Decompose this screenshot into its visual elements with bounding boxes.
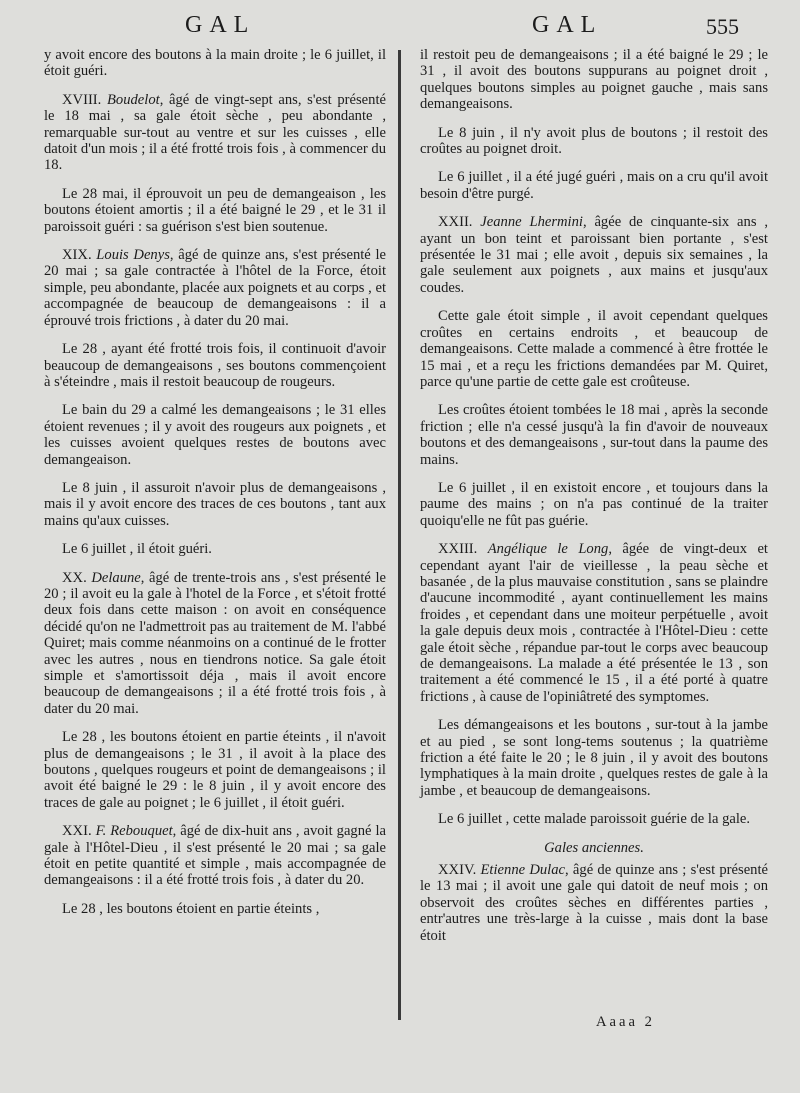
- paragraph-text: , âgée de cinquante-six ans , ayant un bon teint et paroissant bien portante , s'est présentée le 31 mai ; elle avoit , depuis six semaines , la gale seulement aux poignets , aux mains et jusqu'aux coudes.: [420, 214, 768, 296]
- paragraph-text: Le 28 , les boutons étoient en partie éteints , il n'avoit plus de demangeaisons ; le 31 , il avoit à la place des boutons , quelques rougeurs et point de demangeaisons ; il avoit été baigné le 29 : le 8 juin , il y avoit encore des traces de gale au poignet ; le 6 juillet , il étoit guéri.: [44, 729, 386, 811]
- left-column: [44, 47, 386, 929]
- patient-name: Etienne Dulac: [480, 862, 566, 879]
- case-number: XX.: [62, 569, 87, 586]
- page-header: [0, 10, 800, 44]
- paragraph: [420, 480, 768, 529]
- paragraph: [44, 186, 386, 235]
- paragraph: [44, 823, 386, 889]
- paragraph-text: Le 6 juillet , il en existoit encore , et toujours dans la paume des mains ; on n'a pas continué de la traiter quoiqu'elle ne fût pas guérie.: [420, 479, 768, 529]
- case-number: XIX.: [62, 247, 92, 264]
- paragraph: [420, 169, 768, 202]
- paragraph-text: Le 6 juillet , il a été jugé guéri , mais on a cru qu'il avoit besoin d'être purgé.: [420, 169, 768, 202]
- paragraph: [44, 247, 386, 329]
- column-divider: [398, 50, 401, 1020]
- section-heading: [420, 840, 768, 856]
- patient-name: F. Rebouquet: [95, 823, 173, 840]
- paragraph: [44, 729, 386, 811]
- running-title-right: GAL: [532, 12, 603, 38]
- paragraph-text: y avoit encore des boutons à la main droite ; le 6 juillet, il étoit guéri.: [44, 47, 386, 80]
- paragraph-text: , âgé de dix-huit ans , avoit gagné la gale à l'Hôtel-Dieu , il s'est présenté le 20 mai ; sa gale étoit en petite quantité et simple , mais accompagnée de demangeaisons : il a été frotté trois fois , à dater du 20.: [44, 823, 387, 889]
- paragraph-text: , âgé de quinze ans, s'est présenté le 20 mai ; sa gale contractée à l'hôtel de la Force, étoit simple, peu abondante, placée aux poignets et au corps , et accompagnée de beaucoup de demangeaisons : il a éprouvé trois frictions , à dater du 20 mai.: [44, 247, 386, 329]
- paragraph-text: Le 28 , ayant été frotté trois fois, il continuoit d'avoir beaucoup de demangeaisons , ses boutons commençoient à s'éteindre , mais il restoit beaucoup de rougeurs.: [44, 341, 386, 390]
- paragraph: [420, 541, 768, 705]
- case-number: XXI.: [62, 823, 92, 840]
- paragraph-text: Le 28 mai, il éprouvoit un peu de demangeaison , les boutons étoient amortis ; il a été baigné le 29 , et le 31 il paroissoit guéri : sa guérison s'est bien soutenue.: [44, 185, 386, 235]
- paragraph: [420, 214, 768, 296]
- paragraph: [44, 47, 386, 80]
- paragraph-text: Les démangeaisons et les boutons , sur-tout à la jambe et au pied , se sont long-tems soutenus ; la quatrième friction a été faite le 20 ; le 8 juin , il y avoit des boutons lymphatiques à la main droite , quelques restes de gale à la jambe , et beaucoup de demangeaisons.: [420, 717, 768, 799]
- paragraph-text: Le 8 juin , il assuroit n'avoir plus de demangeaisons , mais il y avoit encore des traces de ces boutons , tant aux mains qu'aux cuisses.: [44, 479, 386, 529]
- case-number: XXIII.: [438, 541, 478, 558]
- paragraph: [44, 341, 386, 390]
- patient-name: Angélique le Long: [487, 541, 609, 558]
- signature-mark: Aaaa 2: [596, 1014, 655, 1030]
- running-title-left: GAL: [185, 12, 256, 38]
- patient-name: Jeanne Lhermini: [480, 214, 583, 231]
- case-number: XXII.: [438, 214, 473, 231]
- paragraph: [420, 308, 768, 390]
- paragraph: [44, 541, 386, 557]
- paragraph: [420, 402, 768, 468]
- paragraph-text: Le 6 juillet , cette malade paroissoit guérie de la gale.: [438, 811, 751, 828]
- paragraph: [420, 862, 768, 944]
- paragraph-text: Cette gale étoit simple , il avoit cependant quelques croûtes en certains endroits , et beaucoup de demangeaisons. Cette malade a commencé à être frottée le 15 mai , et a reçu les frictions demandées par M. Quiret, parce qu'une partie de cette gale est croûteuse.: [420, 308, 768, 390]
- paragraph-text: , âgé de trente-trois ans , s'est présenté le 20 ; il avoit eu la gale à l'hotel de la Force , et s'étoit frotté deux fois dans cette maison : on avoit en conséquence décidé qu'on ne l'admettroit pas au traitement de M. l'abbé Quiret; mais comme néanmoins on a continué de le frotter avec les autres , nous en tiendrons notice. Sa gale étoit simple et s'amortissoit déja , mais il avoit encore beaucoup de demangeaisons ; il a été frotté trois fois , à dater du 20 mai.: [44, 569, 386, 717]
- case-number: XVIII.: [62, 91, 102, 108]
- page-number: 555: [706, 14, 739, 39]
- paragraph-text: , âgé de quinze ans ; s'est présenté le 13 mai ; il avoit une gale qui datoit de neuf mois ; on observoit des croûtes sèches en différentes parties , entr'autres une très-large à la cuisse , mais dont la base étoit: [420, 862, 769, 944]
- paragraph: [420, 811, 768, 827]
- paragraph: [420, 47, 768, 113]
- paragraph: [44, 480, 386, 529]
- paragraph-text: Le 6 juillet , il étoit guéri.: [62, 541, 212, 558]
- patient-name: Delaune: [91, 569, 141, 586]
- right-column: [420, 47, 768, 956]
- patient-name: Louis Denys: [96, 247, 170, 264]
- paragraph-text: Les croûtes étoient tombées le 18 mai , après la seconde friction ; elle n'a cessé jusqu'à la fin d'avoir de nouveaux boutons et des demangeaisons , sur-tout dans la paume des mains.: [420, 402, 768, 468]
- paragraph: [44, 570, 386, 718]
- paragraph-text: , âgé de vingt-sept ans, s'est présenté le 18 mai , sa gale étoit sèche , peu abondante , remarquable sur-tout au ventre et sur les cuisses , elle datoit d'un mois ; il a été frotté trois fois , à commencer du 18.: [44, 91, 386, 174]
- case-number: XXIV.: [438, 862, 477, 879]
- paragraph-text: Le bain du 29 a calmé les demangeaisons ; le 31 elles étoient revenues ; il y avoit des rougeurs aux poignets , et les cuisses avoient quelques restes de boutons avec demangeaison.: [44, 402, 386, 468]
- paragraph: [44, 92, 386, 174]
- paragraph: [44, 402, 386, 468]
- paragraph: [420, 125, 768, 158]
- paragraph: [44, 901, 386, 917]
- paragraph-text: il restoit peu de demangeaisons ; il a été baigné le 29 ; le 31 , il avoit des boutons suppurans au poignet droit , quelques boutons simples au poignet gauche , mais sans demangeaisons.: [420, 47, 768, 113]
- paragraph-text: Gales anciennes.: [544, 839, 644, 856]
- paragraph-text: Le 8 juin , il n'y avoit plus de boutons ; il restoit des croûtes au poignet droit.: [420, 124, 768, 158]
- paragraph: [420, 717, 768, 799]
- patient-name: Boudelot: [106, 91, 160, 108]
- paragraph-text: , âgée de vingt-deux et cependant ayant l'air de vieillesse , la peau sèche et basanée , de la plus mauvaise constitution , sans se plaindre d'aucune incommodité , ayant continuellement les mains froides , et cependant dans une moiteur perpétuelle , avoit la gale depuis deux mois , contractée à l'Hôtel-Dieu : cette gale étoit sèche , répandue par-tout le corps avec beaucoup de demangeaisons. La malade a été présentée le 13 , son traitement a été commencé le 15 , il a été porté à quatre frictions , à cause de l'opiniâtreté des symptomes.: [420, 541, 768, 705]
- paragraph-text: Le 28 , les boutons étoient en partie éteints ,: [62, 900, 320, 917]
